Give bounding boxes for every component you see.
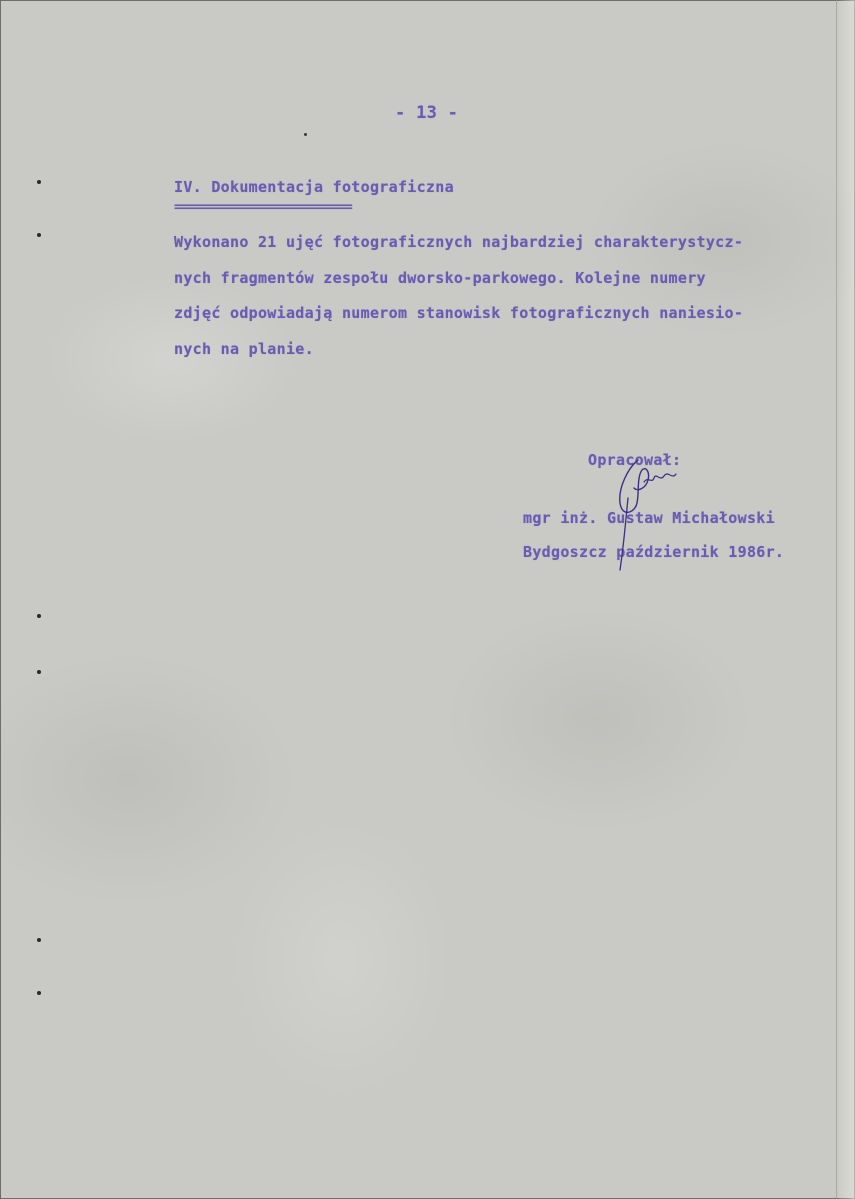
author-label: Opracował: (588, 451, 682, 469)
author-name: mgr inż. Gustaw Michałowski (523, 509, 775, 527)
place-date: Bydgoszcz październik 1986r. (523, 543, 785, 561)
page-edge (836, 0, 855, 1199)
paper-speck (304, 133, 307, 136)
handwritten-signature (598, 458, 688, 578)
body-line-4: nych na planie. (174, 340, 314, 358)
page-number: - 13 - (395, 103, 459, 123)
section-heading: IV. Dokumentacja fotograficzna (174, 178, 454, 196)
binder-hole-mark (37, 614, 41, 618)
binder-hole-mark (37, 233, 41, 237)
body-line-3: zdjęć odpowiadają numerom stanowisk fotograficznych naniesio- (174, 304, 744, 322)
heading-underline: ============================ (174, 200, 352, 215)
binder-hole-mark (37, 180, 41, 184)
binder-hole-mark (37, 938, 41, 942)
body-line-1: Wykonano 21 ujęć fotograficznych najbardziej charakterystycz- (174, 233, 744, 251)
binder-hole-mark (37, 670, 41, 674)
binder-hole-mark (37, 991, 41, 995)
body-line-2: nych fragmentów zespołu dworsko-parkowego. Kolejne numery (174, 269, 706, 287)
